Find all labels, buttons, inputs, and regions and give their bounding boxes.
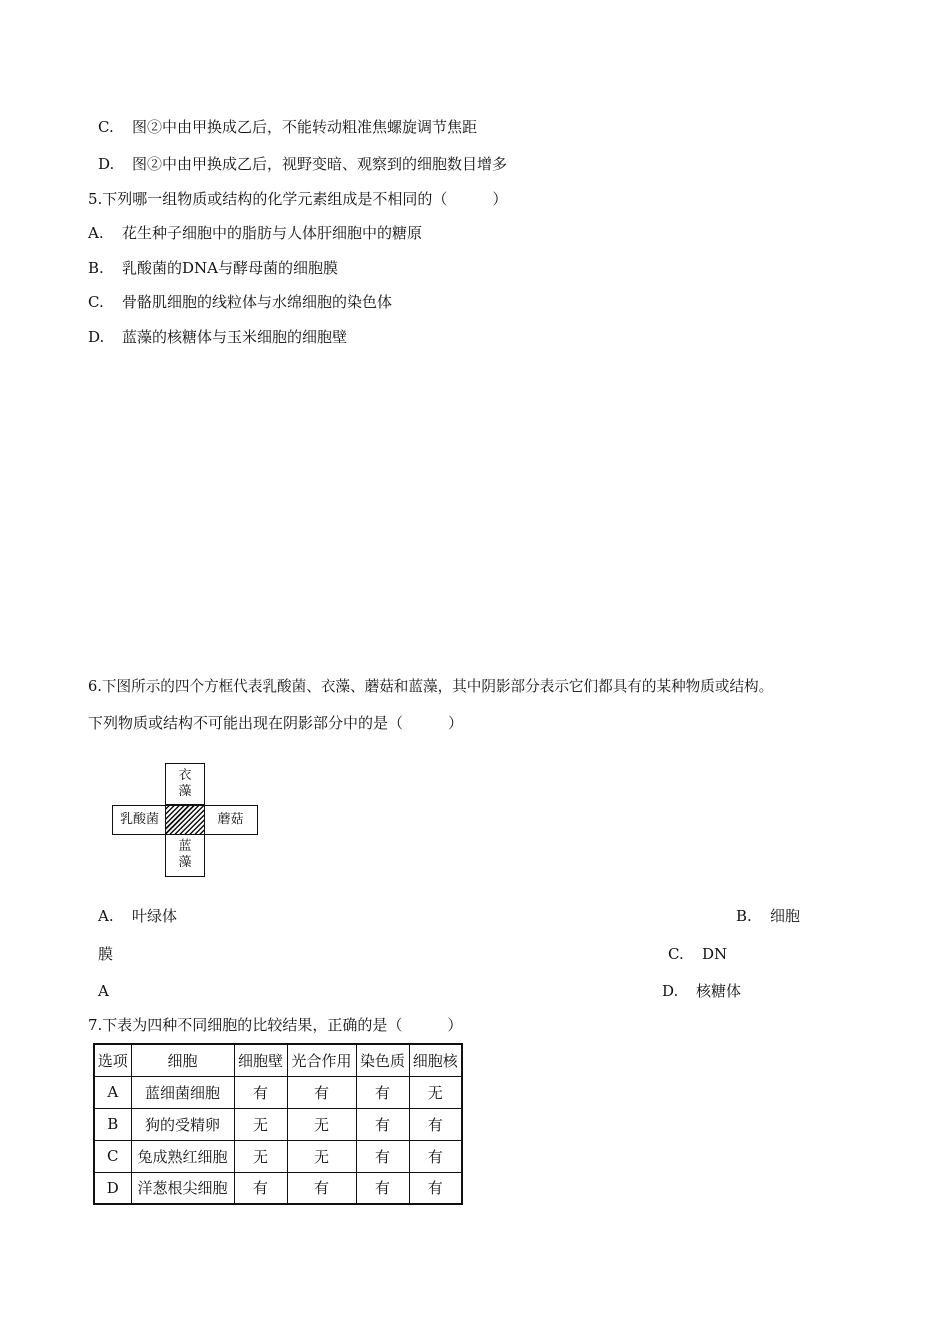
table-cell: 有: [234, 1076, 287, 1108]
q5-option-c: [88, 292, 392, 312]
q6-option-c: [668, 944, 727, 964]
option-text: 核糖体: [696, 982, 742, 1000]
box-lactobacillus: [112, 805, 167, 835]
table-cell: 兔成熟红细胞: [131, 1140, 234, 1172]
option-letter: D.: [88, 328, 105, 346]
table-header: 细胞核: [409, 1044, 462, 1076]
option-letter: B.: [736, 907, 752, 925]
option-letter: C.: [98, 118, 114, 136]
table-row: [94, 1140, 462, 1172]
table-cell: 有: [356, 1172, 409, 1204]
table-header-row: [94, 1044, 462, 1076]
table-cell: 有: [409, 1172, 462, 1204]
q6-option-b-wrap: 膜: [98, 945, 114, 963]
box-label: 蓝: [178, 839, 192, 854]
box-label: 衣: [178, 768, 192, 783]
q5-option-a: [88, 223, 422, 243]
table-cell: 有: [287, 1172, 356, 1204]
q6-option-b: [736, 906, 800, 926]
q6-option-c-wrap: A: [98, 982, 109, 1000]
table-cell: C: [94, 1140, 131, 1172]
option-text: 蓝藻的核糖体与玉米细胞的细胞壁: [122, 328, 348, 346]
option-letter: A.: [88, 224, 104, 242]
table-cell: 无: [287, 1140, 356, 1172]
q4-option-d: [98, 154, 507, 174]
table-cell: 有: [356, 1108, 409, 1140]
q7-stem: 7.下表为四种不同细胞的比较结果，正确的是（ ）: [88, 1016, 463, 1034]
table-cell: 无: [234, 1108, 287, 1140]
option-letter: C.: [668, 945, 684, 963]
option-letter: A.: [98, 907, 114, 925]
box-label: 乳酸菌: [119, 812, 159, 827]
table-cell: A: [94, 1076, 131, 1108]
option-text: 细胞: [770, 907, 801, 925]
table-cell: B: [94, 1108, 131, 1140]
option-letter: C.: [88, 293, 104, 311]
option-text: 图②中由甲换成乙后，不能转动粗准焦螺旋调节焦距: [132, 118, 478, 136]
option-text: 图②中由甲换成乙后，视野变暗、观察到的细胞数目增多: [132, 155, 508, 173]
table-cell: 有: [409, 1140, 462, 1172]
table-cell: 无: [287, 1108, 356, 1140]
option-letter: B.: [88, 259, 104, 277]
box-label: 蘑菇: [217, 812, 244, 827]
table-header: 细胞壁: [234, 1044, 287, 1076]
table-cell: 狗的受精卵: [131, 1108, 234, 1140]
table-row: [94, 1172, 462, 1204]
box-chlamydomonas: [165, 763, 205, 805]
option-letter: D.: [98, 155, 115, 173]
table-cell: 有: [234, 1172, 287, 1204]
venn-cross-diagram: [112, 763, 258, 877]
box-label: 藻: [178, 855, 192, 870]
option-text: 乳酸菌的DNA与酵母菌的细胞膜: [122, 259, 338, 277]
q6-stem-line1: 6.下图所示的四个方框代表乳酸菌、衣藻、蘑菇和蓝藻，其中阴影部分表示它们都具有的某种物质或结构。: [88, 678, 774, 695]
q4-option-c: [98, 117, 477, 137]
table-cell: 有: [356, 1140, 409, 1172]
q5-stem: 5.下列哪一组物质或结构的化学元素组成是不相同的（ ）: [88, 190, 508, 208]
q5-option-d: [88, 327, 347, 347]
table-header: 细胞: [131, 1044, 234, 1076]
q5-option-b: [88, 258, 338, 278]
table-cell: 无: [234, 1140, 287, 1172]
table-header: 染色质: [356, 1044, 409, 1076]
table-cell: 有: [287, 1076, 356, 1108]
q6-option-d: [662, 981, 741, 1001]
q6-option-a: [98, 906, 177, 926]
option-text: 骨骼肌细胞的线粒体与水绵细胞的染色体: [122, 293, 393, 311]
box-cyanobacteria: [165, 833, 205, 877]
table-cell: 有: [409, 1108, 462, 1140]
table-cell: 洋葱根尖细胞: [131, 1172, 234, 1204]
option-text: 叶绿体: [132, 907, 178, 925]
table-cell: D: [94, 1172, 131, 1204]
table-header: 光合作用: [287, 1044, 356, 1076]
q6-stem-line2: 下列物质或结构不可能出现在阴影部分中的是（ ）: [88, 714, 464, 732]
table-header: 选项: [94, 1044, 131, 1076]
shaded-overlap-region: [165, 805, 205, 835]
option-text: DN: [702, 945, 728, 963]
table-row: [94, 1076, 462, 1108]
table-cell: 有: [356, 1076, 409, 1108]
cell-comparison-table: [93, 1043, 463, 1205]
option-letter: D.: [662, 982, 679, 1000]
table-cell: 无: [409, 1076, 462, 1108]
table-row: [94, 1108, 462, 1140]
option-text: 花生种子细胞中的脂肪与人体肝细胞中的糖原: [122, 224, 423, 242]
box-mushroom: [203, 805, 258, 835]
box-label: 藻: [178, 784, 192, 799]
table-cell: 蓝细菌细胞: [131, 1076, 234, 1108]
